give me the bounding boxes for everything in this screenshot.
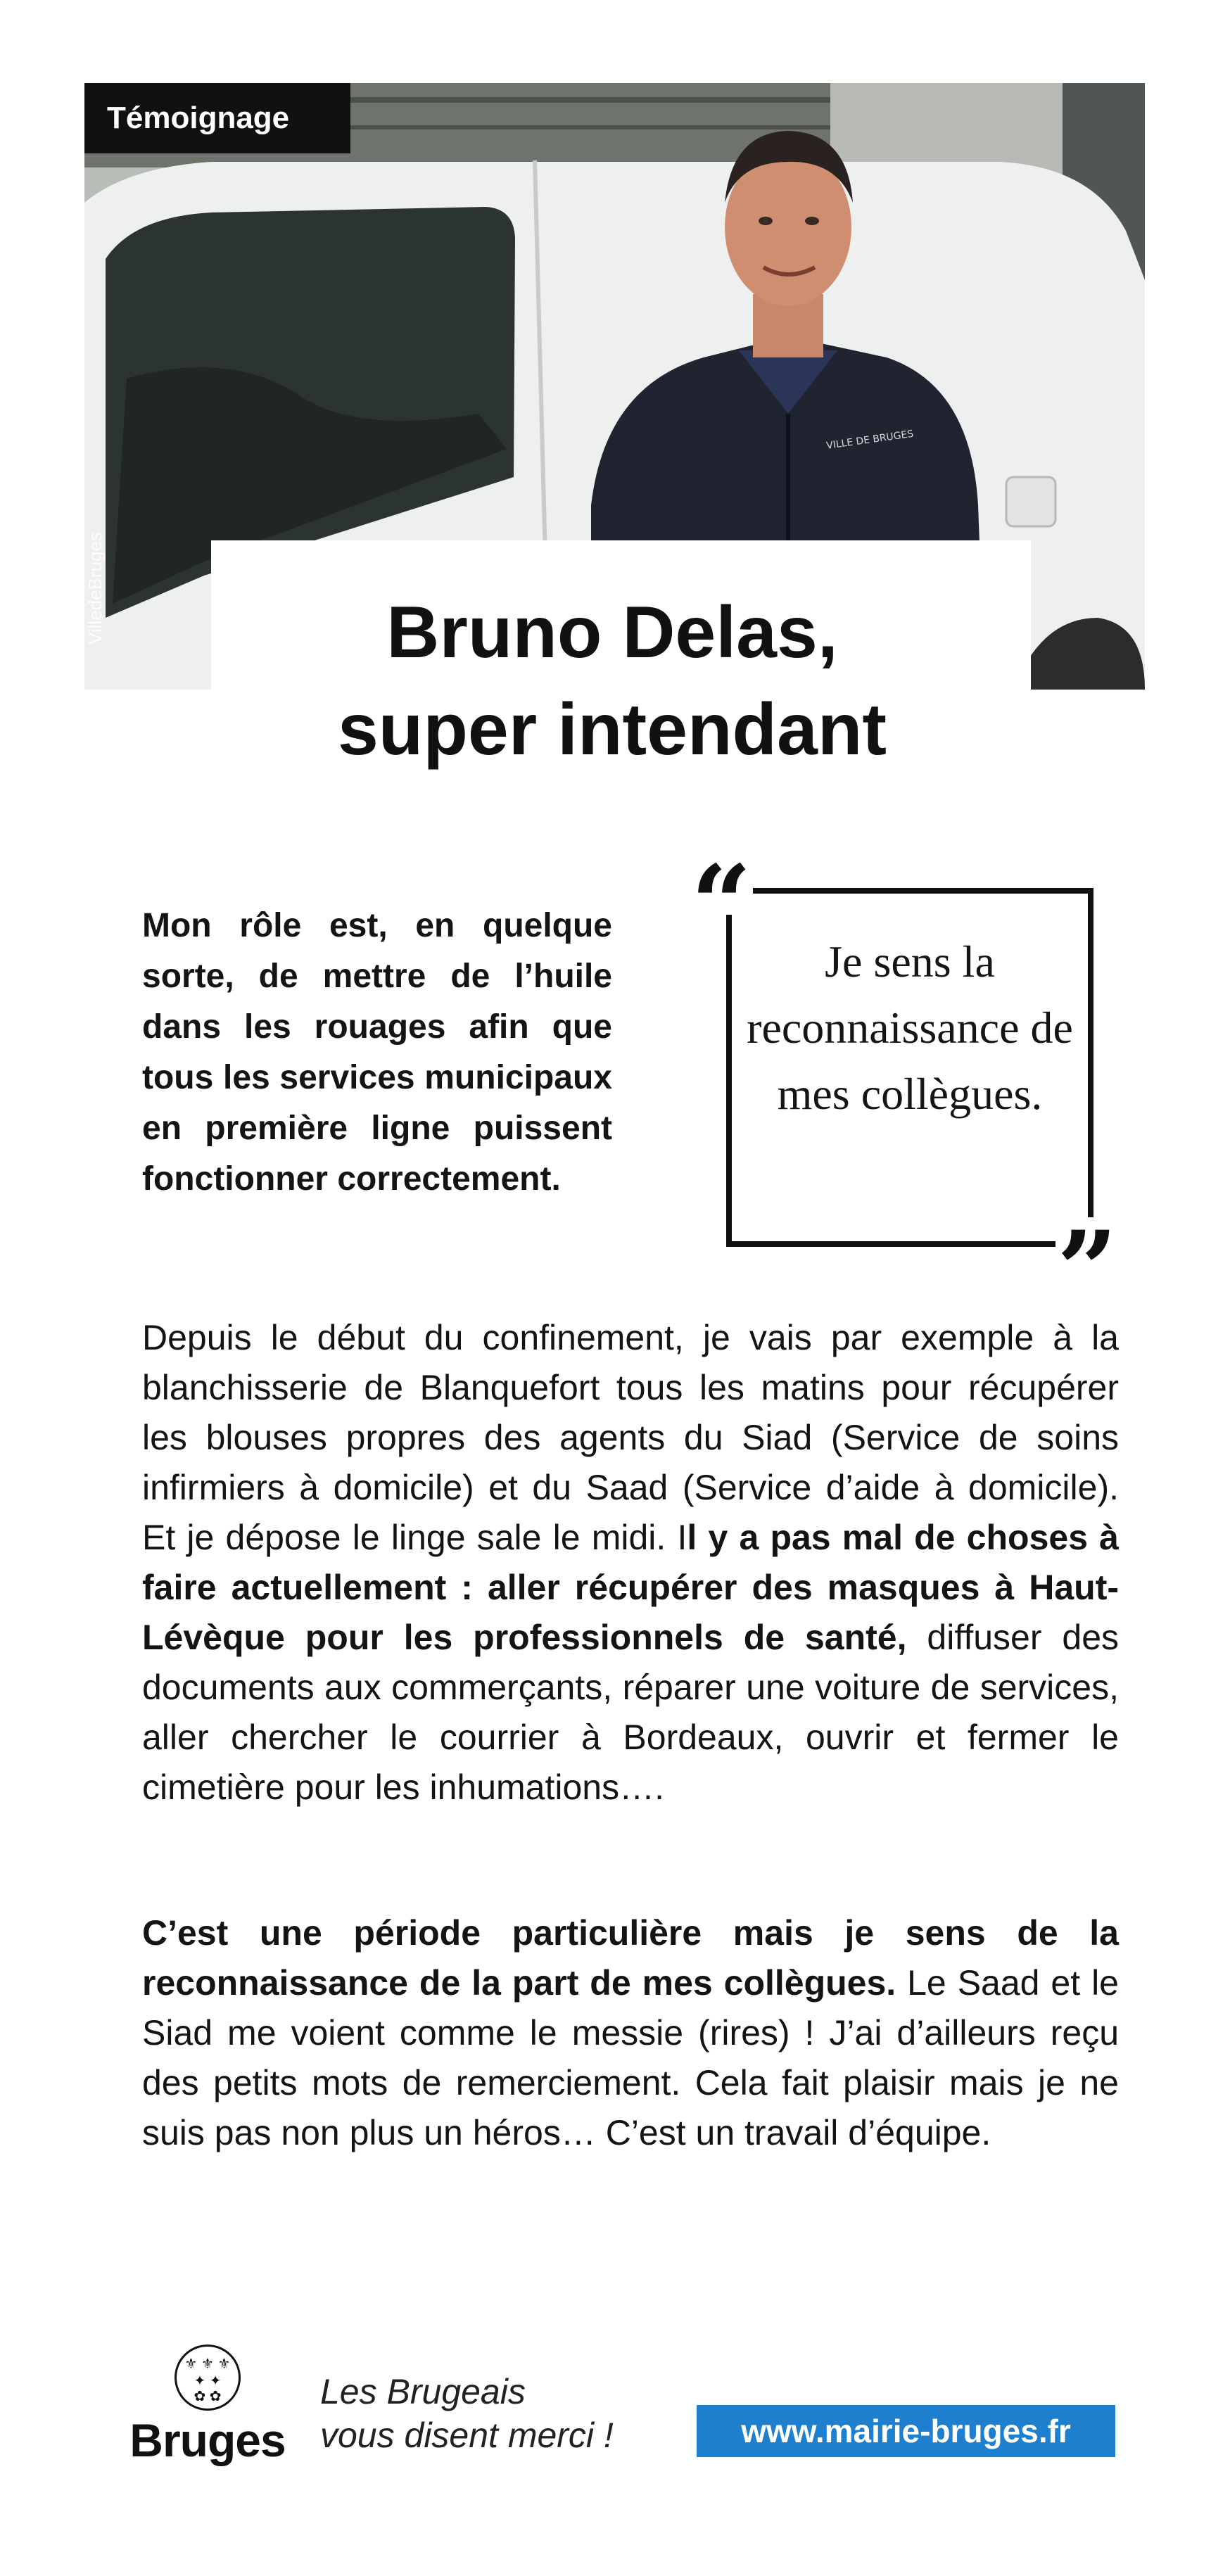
p2-text-bold: C’est une période particulière mais je sens de la reconnaissance de la part de mes collègues. <box>142 1913 1119 2003</box>
body-paragraph-1 <box>142 1313 1119 1813</box>
title-line-2: super intendant <box>337 689 887 770</box>
merci-line-2: vous disent merci ! <box>320 2416 614 2455</box>
logo-name: Bruges <box>129 2414 286 2466</box>
p2-text-b: Le Saad et le Siad me voient comme le messie (rires) ! J’ai d’ailleurs reçu des petits mots de remerciement. Cela fait plaisir mais je ne suis pas non plus un héros… C’est un travail d’équipe. <box>142 1963 1119 2152</box>
p1-text-c: diffuser des documents aux commerçants, réparer une voiture de services, aller chercher le courrier à Bordeaux, ouvrir et fermer le cimetière pour les inhumations…. <box>142 1618 1119 1807</box>
pull-quote: Je sens la reconnaissance de mes collègues. <box>747 937 1073 1119</box>
page-title <box>155 584 1070 778</box>
photo-credit: VilledeBruges <box>84 532 106 645</box>
merci-tagline <box>320 2370 686 2457</box>
jacket-text: VILLE DE BRUGES <box>825 428 915 452</box>
merci-line-1: Les Brugeais <box>320 2372 526 2411</box>
intro-paragraph: Mon rôle est, en quelque sorte, de mettre de l’huile dans les rouages afin que tous les services municipaux en première ligne puissent fonctionner correctement. <box>142 907 612 1198</box>
open-quote-icon: “ <box>690 851 752 915</box>
p1-text-bold: l y a pas mal de choses à faire actuellement : aller récupérer des masques à Haut-Lévèque pour les professionnels de santé, <box>142 1518 1119 1657</box>
p1-text-a: Depuis le début du confinement, je vais par exemple à la blanchisserie de Blanquefort tous les matins pour récupérer les blouses propres des agents du Siad (Service de soins infirmiers à domicile) et du Saad (Service d’aide à domicile). Et je dépose le linge sale le midi. I <box>142 1318 1119 1557</box>
title-line-1: Bruno Delas, <box>386 592 838 673</box>
body-paragraph-2 <box>142 1908 1119 2158</box>
close-quote-icon: ” <box>1056 1217 1118 1281</box>
bruges-logo <box>127 2345 289 2464</box>
section-badge: Témoignage <box>84 83 350 153</box>
website-link[interactable]: www.mairie-bruges.fr <box>697 2405 1115 2457</box>
coat-of-arms-icon: ⚜ ⚜ ⚜ ✦ ✦ ✿ ✿ <box>175 2345 241 2411</box>
